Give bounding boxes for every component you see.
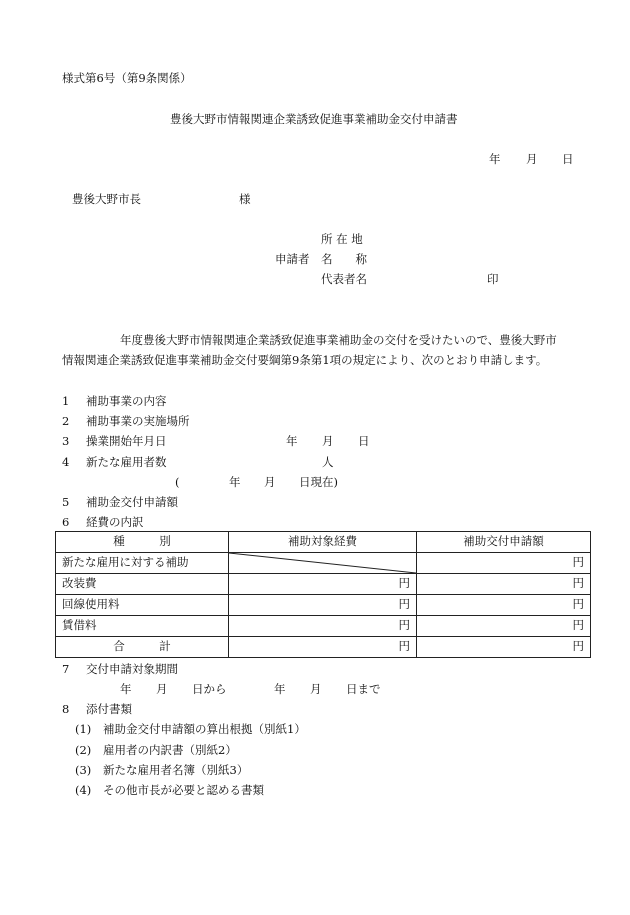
- date-year: 年: [489, 152, 501, 166]
- row-requested[interactable]: 円: [417, 553, 591, 574]
- employee-count-unit: 人: [322, 455, 334, 469]
- asof-month: 月: [264, 475, 276, 489]
- item-number: 1: [62, 394, 70, 408]
- item-number: 4: [62, 455, 70, 469]
- applicant-name-label: 名 称: [321, 252, 367, 266]
- row-eligible[interactable]: 円: [229, 574, 417, 595]
- table-row: [56, 595, 591, 616]
- header-category: 種 別: [56, 532, 229, 553]
- start-date-year: 年: [286, 434, 298, 448]
- start-date-month: 月: [322, 434, 334, 448]
- table-row: [56, 574, 591, 595]
- addressee-honorific: 様: [239, 192, 251, 206]
- attachment-label: 雇用者の内訳書（別紙2）: [103, 743, 237, 757]
- diagonal-line: [229, 553, 416, 573]
- asof-open-paren: (: [175, 475, 180, 489]
- header-eligible-cost: 補助対象経費: [229, 532, 417, 553]
- applicant-rep-label: 代表者名: [321, 272, 367, 286]
- start-date-day: 日: [358, 434, 370, 448]
- body-line-1: 年度豊後大野市情報関連企業誘致促進事業補助金の交付を受けたいので、豊後大野市: [120, 333, 557, 347]
- row-requested[interactable]: 円: [417, 595, 591, 616]
- diagonal-cell: [229, 553, 417, 574]
- row-requested[interactable]: 円: [417, 574, 591, 595]
- row-label: 賃借料: [56, 616, 229, 637]
- table-total-row: [56, 637, 591, 658]
- row-label: 回線使用料: [56, 595, 229, 616]
- item-number: 3: [62, 434, 70, 448]
- attachment-number: (3): [75, 763, 92, 777]
- period-to-month: 月: [310, 682, 322, 696]
- total-eligible[interactable]: 円: [229, 637, 417, 658]
- row-requested[interactable]: 円: [417, 616, 591, 637]
- table-row: [56, 553, 591, 574]
- item-label: 新たな雇用者数: [86, 455, 167, 469]
- applicant-label: 申請者: [275, 252, 310, 266]
- item-label: 経費の内訳: [86, 515, 144, 529]
- row-eligible[interactable]: 円: [229, 595, 417, 616]
- document-title: 豊後大野市情報関連企業誘致促進事業補助金交付申請書: [170, 112, 458, 126]
- row-eligible[interactable]: 円: [229, 616, 417, 637]
- period-to-year: 年: [274, 682, 286, 696]
- period-from-suffix: 日から: [192, 682, 227, 696]
- item-number: 5: [62, 495, 70, 509]
- table-row: [56, 616, 591, 637]
- item-label: 補助事業の実施場所: [86, 414, 190, 428]
- item-label: 操業開始年月日: [86, 434, 167, 448]
- form-number: 様式第6号（第9条関係）: [62, 71, 192, 85]
- expense-table: [55, 531, 591, 658]
- attachment-label: その他市長が必要と認める書類: [103, 783, 264, 797]
- attachment-label: 補助金交付申請額の算出根拠（別紙1）: [103, 722, 306, 736]
- seal-mark: 印: [487, 272, 499, 286]
- item-number: 2: [62, 414, 70, 428]
- asof-year: 年: [229, 475, 241, 489]
- header-requested-amount: 補助交付申請額: [417, 532, 591, 553]
- row-label: 新たな雇用に対する補助: [56, 553, 229, 574]
- item-label: 交付申請対象期間: [86, 662, 178, 676]
- attachment-number: (1): [75, 722, 92, 736]
- item-number: 7: [62, 662, 70, 676]
- item-label: 補助金交付申請額: [86, 495, 178, 509]
- date-day: 日: [562, 152, 574, 166]
- total-label: 合 計: [56, 637, 229, 658]
- applicant-address-label: 所 在 地: [321, 232, 363, 246]
- period-from-month: 月: [156, 682, 168, 696]
- row-label: 改装費: [56, 574, 229, 595]
- date-month: 月: [526, 152, 538, 166]
- attachment-number: (2): [75, 743, 92, 757]
- period-to-suffix: 日まで: [346, 682, 381, 696]
- total-requested[interactable]: 円: [417, 637, 591, 658]
- item-label: 補助事業の内容: [86, 394, 167, 408]
- body-line-2: 情報関連企業誘致促進事業補助金交付要綱第9条第1項の規定により、次のとおり申請します。: [62, 353, 548, 367]
- table-header-row: [56, 532, 591, 553]
- attachment-label: 新たな雇用者名簿（別紙3）: [103, 763, 249, 777]
- period-from-year: 年: [120, 682, 132, 696]
- addressee-name: 豊後大野市長: [72, 192, 141, 206]
- attachment-number: (4): [75, 783, 92, 797]
- asof-day-suffix: 日現在): [299, 475, 338, 489]
- item-number: 8: [62, 702, 70, 716]
- item-label: 添付書類: [86, 702, 132, 716]
- item-number: 6: [62, 515, 70, 529]
